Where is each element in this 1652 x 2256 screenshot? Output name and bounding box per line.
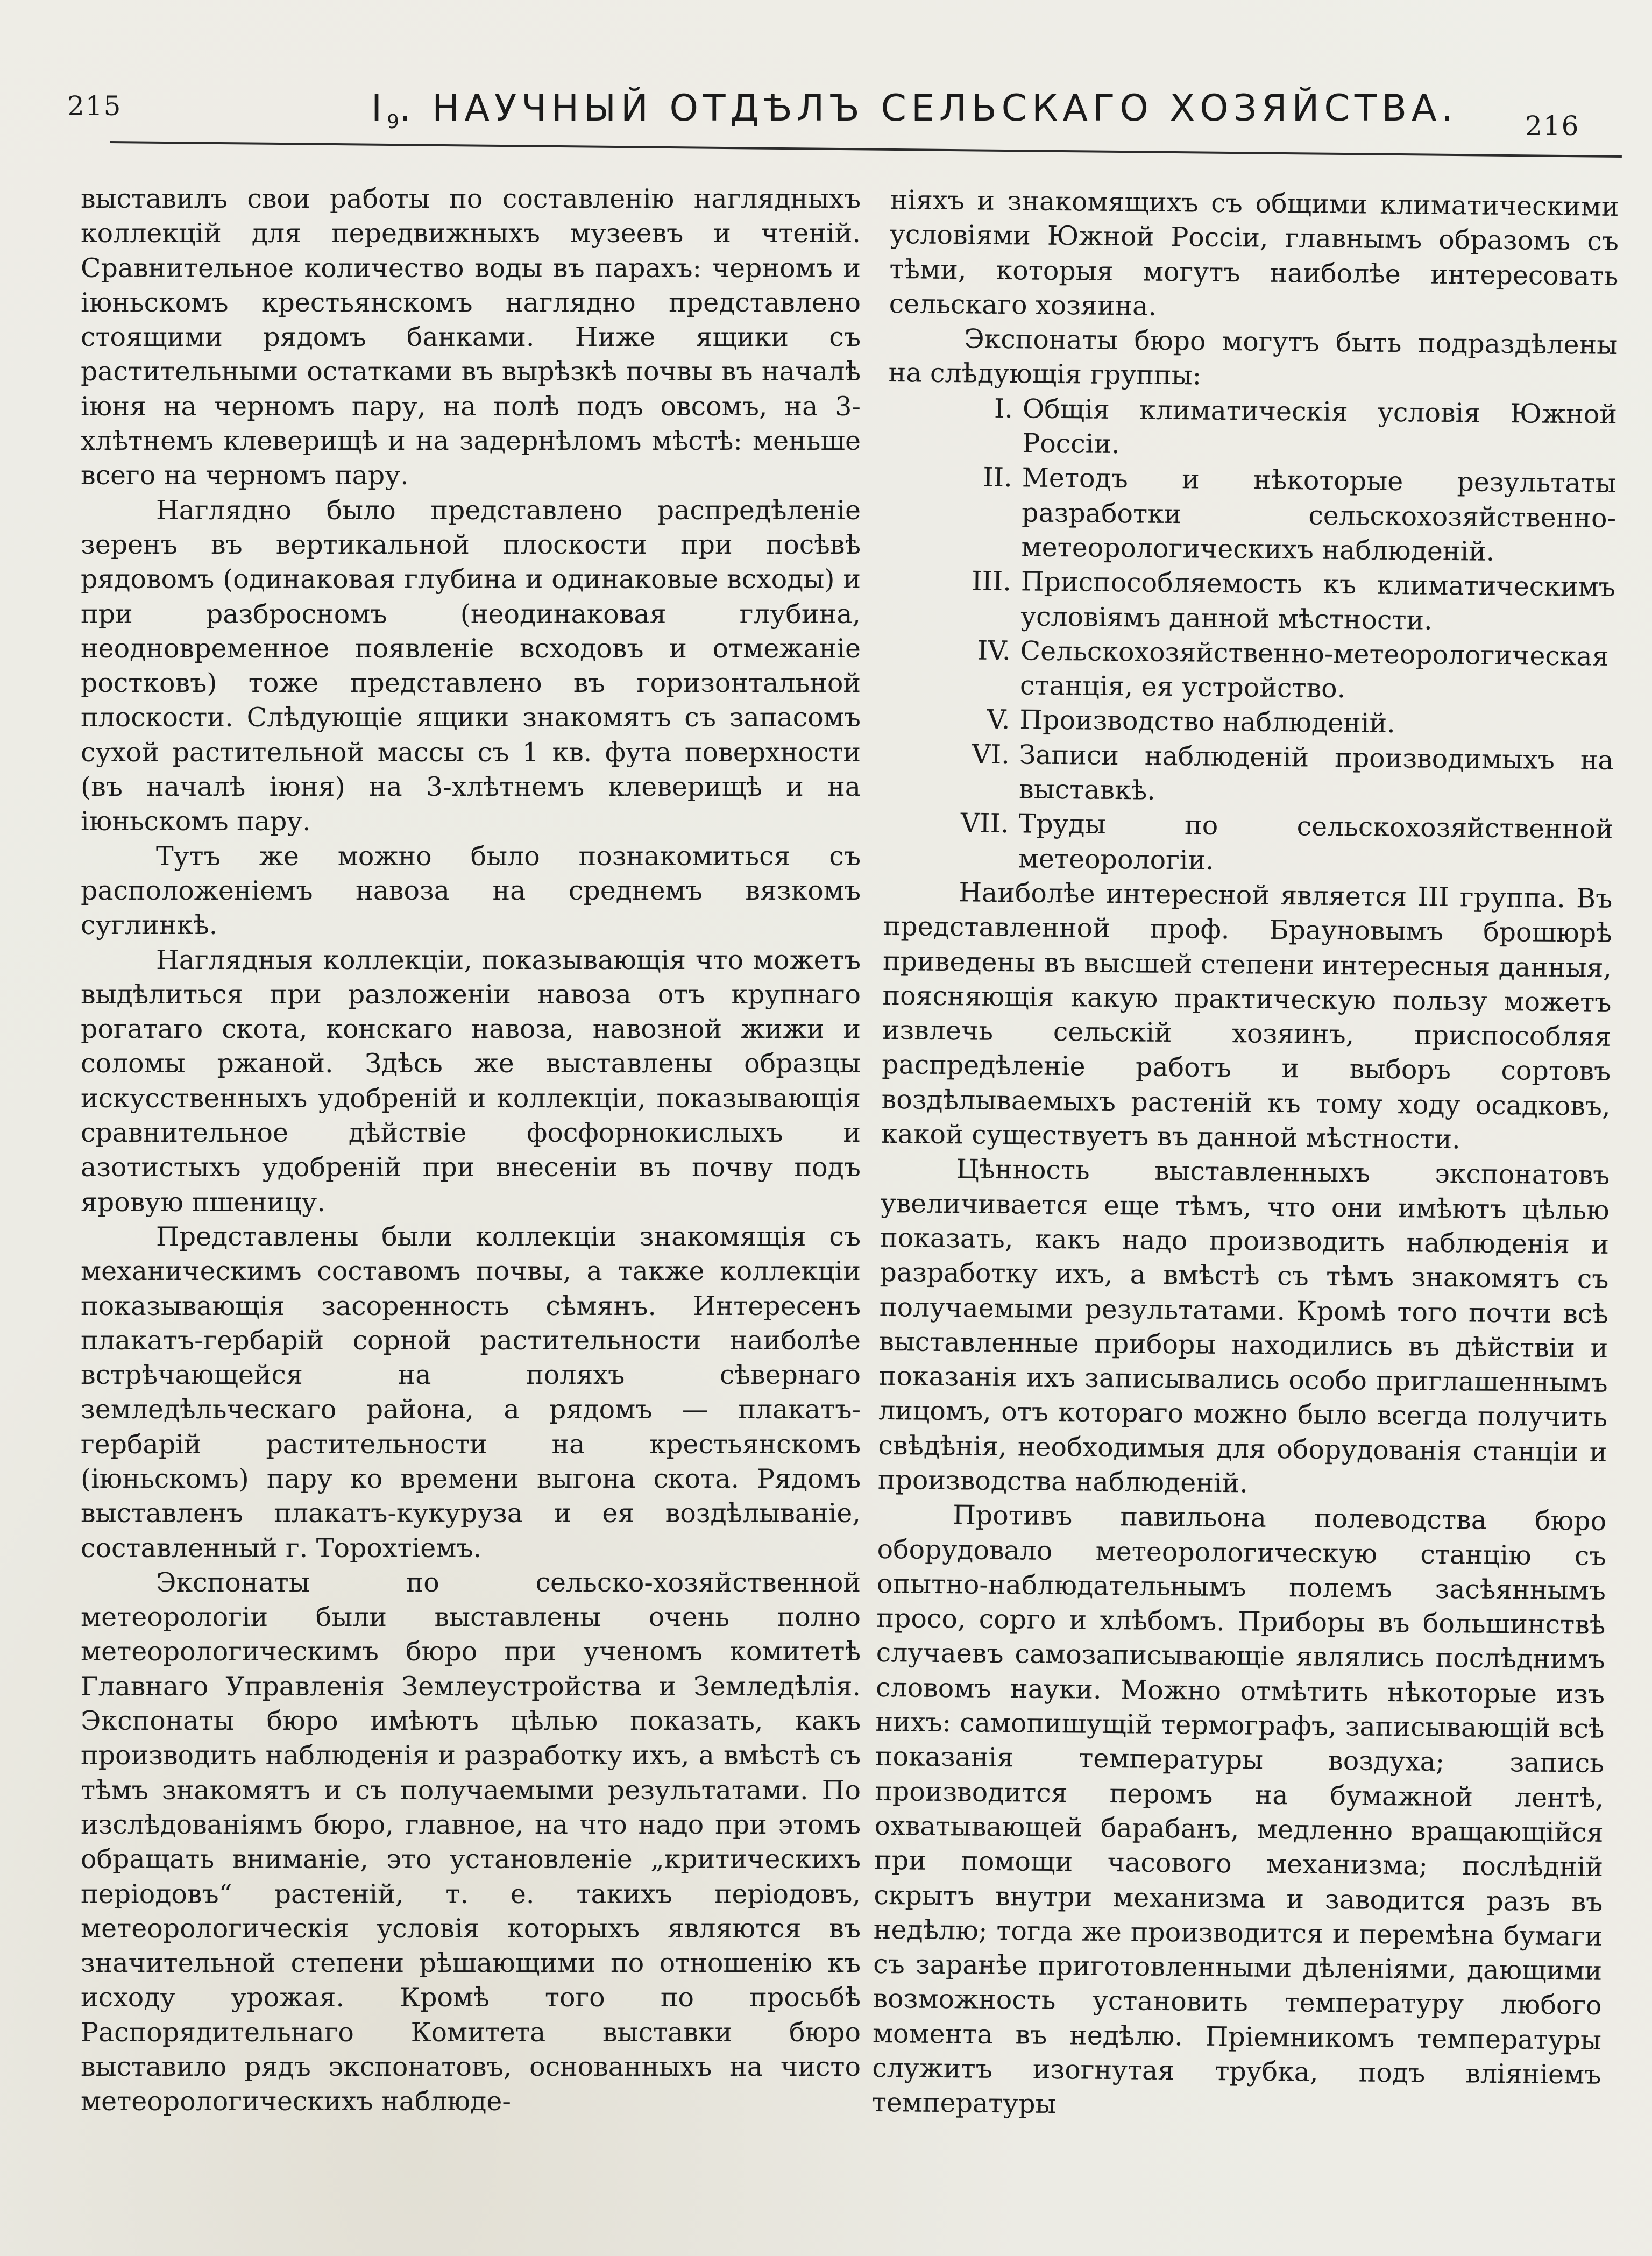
list-text: Записи наблюденій производимыхъ на выставкѣ. [1018, 739, 1614, 806]
paragraph: Наглядно было представлено распредѣленіе зеренъ въ вертикальной плоскости при посѣвѣ рядовомъ (одинаковая глубина и одинаковые всходы) и при разбросномъ (неодинаковая глубина, неодновременное появленіе всходовъ и отмежаніе ростковъ) тоже представлено въ горизонтальной плоскости. Слѣдующіе ящики знакомятъ съ запасомъ сухой растительной массы съ 1 кв. фута поверхности (въ началѣ іюня) на 3-хлѣтнемъ клеверищѣ и на іюньскомъ пару. [81, 494, 861, 837]
title-prefix: I [371, 87, 387, 130]
paragraph: Экспонаты бюро могутъ быть подраздѣлены на слѣдующія группы: [888, 323, 1618, 392]
list-number: VI. [972, 739, 1010, 770]
right-column [871, 183, 1619, 2127]
paragraph: Противъ павильона полеводства бюро оборудовало метеорологическую станцію съ опытно-наблюдательнымъ полемъ засѣяннымъ просо, сорго и хлѣбомъ. Приборы въ большинствѣ случаевъ самозаписывающіе являлись послѣднимъ словомъ науки. Можно отмѣтить нѣкоторые изъ нихъ: самопишущій термографъ, записывающій всѣ показанія температуры воздуха; запись производится перомъ на бумажной лентѣ, охватывающей барабанъ, медленно вращающійся при помощи часового механизма; послѣдній скрытъ внутри механизма и заводится разъ въ недѣлю; тогда же производится и перемѣна бумаги съ заранѣе приготовленными дѣленіями, дающими возможность установить температуру любого момента въ недѣлю. Пріемникомъ температуры служитъ изогнутая трубка, подъ вліяніемъ температуры [871, 1500, 1607, 2120]
list-number: III. [971, 565, 1012, 597]
running-title [371, 87, 1458, 133]
paragraph: Представлены были коллекціи знакомящія съ механическимъ составомъ почвы, а также коллекціи показывающія засоренность сѣмянъ. Интересенъ плакатъ-гербарій сорной растительности наиболѣе встрѣчающейся на поляхъ сѣвернаго земледѣльческаго района, а рядомъ — плакатъ-гербарій растительности на крестьянскомъ (іюньскомъ) пару ко времени выгона скота. Рядомъ выставленъ плакатъ-кукуруза и ея воздѣлываніе, составленный г. Торохтіемъ. [81, 1221, 861, 1564]
page-number-right: 216 [1525, 110, 1580, 142]
paragraph: ніяхъ и знакомящихъ съ общими климатическими условіями Южной Россіи, главнымъ образомъ съ тѣми, которыя могутъ наиболѣе интересовать сельскаго хозяина. [889, 184, 1619, 322]
list-number: IV. [977, 635, 1011, 667]
list-number: VII. [960, 808, 1009, 839]
page-number-left: 215 [67, 90, 122, 122]
header-rule [110, 141, 1622, 158]
list-number: II. [983, 462, 1013, 493]
list-item [887, 459, 1616, 570]
paragraph: выставилъ свои работы по составленію наглядныхъ коллекцій для передвижныхъ музеевъ и чтеній. Сравнительное количество воды въ парахъ: черномъ и іюньскомъ крестьянскомъ наглядно представлено стоящими рядомъ банками. Ниже ящики съ растительными остатками въ вырѣзкѣ почвы въ началѣ іюня на черномъ пару, на полѣ подъ овсомъ, на 3-хлѣтнемъ клеверищѣ и на задернѣломъ мѣстѣ: меньше всего на черномъ пару. [81, 183, 861, 491]
list-number: V. [987, 704, 1010, 736]
list-text: Методъ и нѣкоторые результаты разработки сельскохозяйственно-метеорологическихъ наблюденій. [1021, 462, 1616, 567]
paragraph: Тутъ же можно было познакомиться съ расположеніемъ навоза на среднемъ вязкомъ суглинкѣ. [81, 840, 861, 941]
title-text: . НАУЧНЫЙ ОТДѢЛЪ СЕЛЬСКАГО ХОЗЯЙСТВА. [399, 87, 1458, 130]
list-text: Приспособляемость къ климатическимъ условіямъ данной мѣстности. [1020, 566, 1616, 636]
paragraph: Наиболѣе интересной является III группа. Въ представленной проф. Брауновымъ брошюрѣ приведены въ высшей степени интересныя данныя, поясняющія какую практическую пользу можетъ извлечь сельскій хозяинъ, приспособляя распредѣленіе работъ и выборъ сортовъ воздѣлываемыхъ растеній къ тому ходу осадковъ, какой существуетъ въ данной мѣстности. [881, 877, 1613, 1155]
list-item [886, 563, 1615, 640]
list-text: Общія климатическія условія Южной Россіи. [1022, 393, 1618, 460]
paragraph: Наглядныя коллекціи, показывающія что можетъ выдѣлиться при разложеніи навоза отъ крупнаго рогатаго скота, конскаго навоза, навозной жижи и соломы ржаной. Здѣсь же выставлены образцы искусственныхъ удобреній и коллекціи, показывающія сравнительное дѣйствіе фосфорнокислыхъ и азотистыхъ удобреній при внесеніи въ почву подъ яровую пшеницу. [81, 944, 861, 1218]
list-item [888, 391, 1617, 467]
list-item [884, 737, 1614, 813]
group-list [884, 391, 1618, 882]
list-text: Труды по сельскохозяйственной метеорологіи. [1018, 808, 1613, 876]
list-number: I. [994, 393, 1013, 424]
list-item [884, 805, 1613, 882]
list-text: Сельскохозяйственно-метеорологическая станція, ея устройство. [1019, 635, 1609, 704]
list-item [885, 633, 1615, 709]
title-subscript: 9 [387, 111, 399, 133]
left-column [81, 182, 861, 2119]
list-text: Производство наблюденій. [1019, 704, 1396, 739]
paragraph: Цѣнность выставленныхъ экспонатовъ увеличивается еще тѣмъ, что они имѣютъ цѣлью показать, какъ надо производить наблюденія и разработку ихъ, а вмѣстѣ съ тѣмъ знакомятъ съ получаемыми результатами. Кромѣ того почти всѣ выставленные приборы находились въ дѣйствіи и показанія ихъ записывались особо приглашеннымъ лицомъ, отъ котораго можно было всегда получить свѣдѣнія, необходимыя для оборудованія станціи и производства наблюденій. [877, 1154, 1610, 1499]
paragraph: Экспонаты по сельско-хозяйственной метеорологіи были выставлены очень полно метеорологическимъ бюро при ученомъ комитетѣ Главнаго Управленія Землеустройства и Земледѣлія. Экспонаты бюро имѣютъ цѣлью показать, какъ производить наблюденія и разработку ихъ, а вмѣстѣ съ тѣмъ знакомятъ и съ получаемыми результатами. По изслѣдованіямъ бюро, главное, на что надо при этомъ обращать вниманіе, это установленіе „критическихъ періодовъ“ растеній, т. е. такихъ періодовъ, метеорологическія условія которыхъ являются въ значительной степени рѣшающими по отношенію къ исходу урожая. Кромѣ того по просьбѣ Распорядительнаго Комитета выставки бюро выставило рядъ экспонатовъ, основанныхъ на чисто метеорологическихъ наблюде- [81, 1567, 861, 2117]
